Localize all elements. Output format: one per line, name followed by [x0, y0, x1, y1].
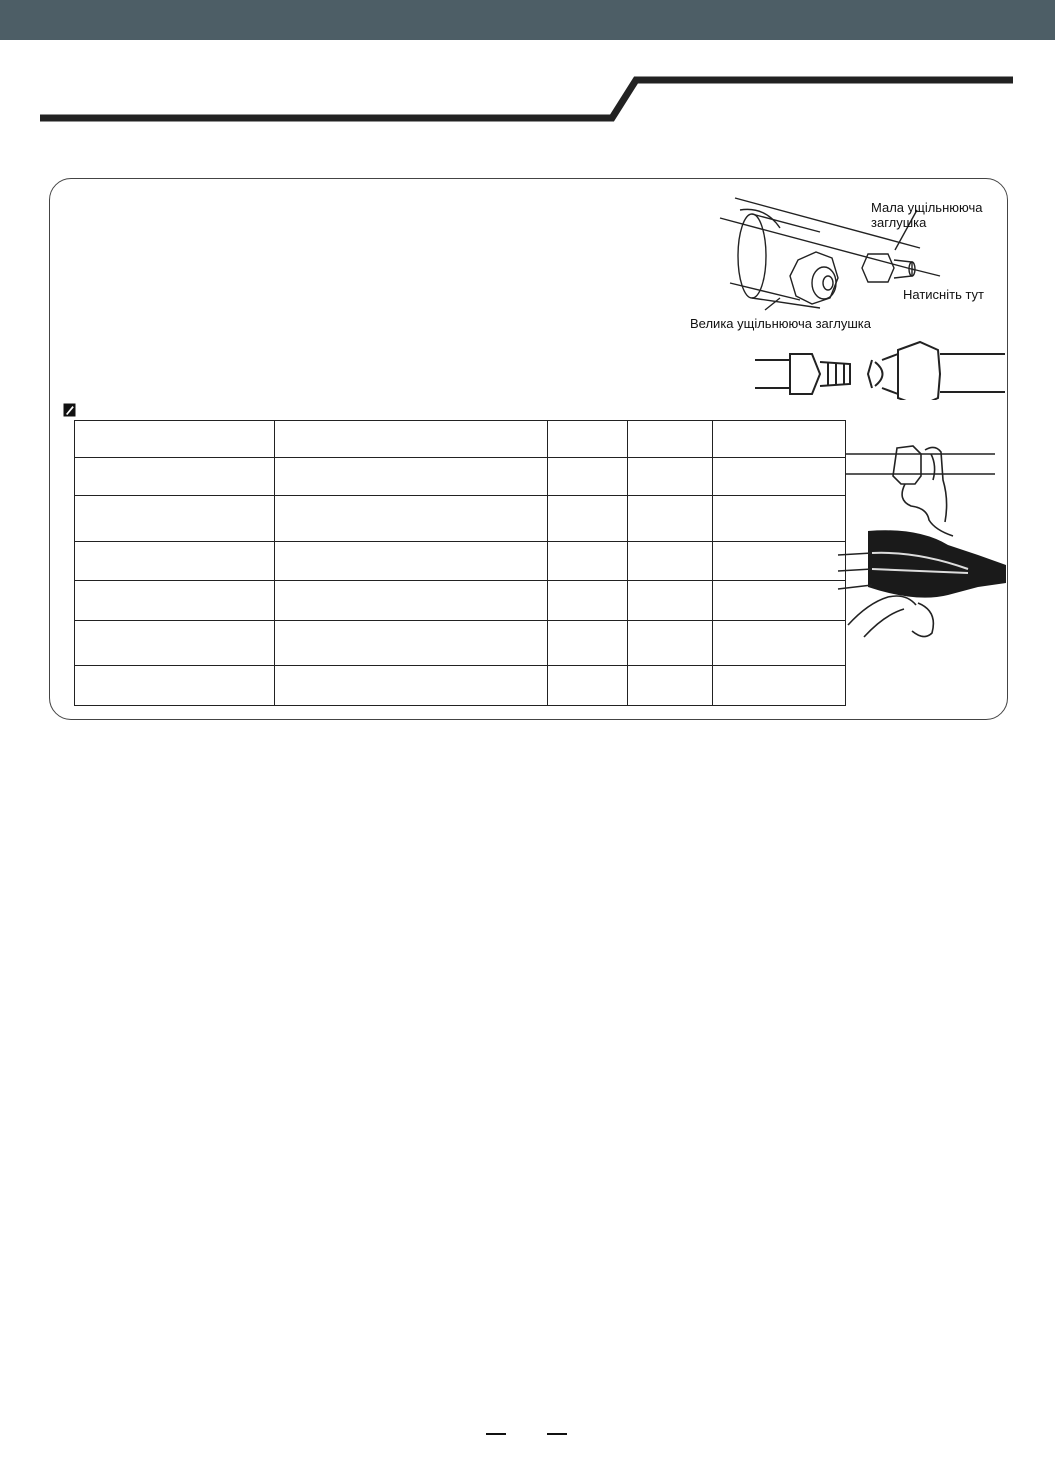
footer-mark-left [486, 1433, 506, 1435]
large-plug-label: Велика ущільнююча заглушка [690, 316, 871, 331]
table-cell [275, 458, 548, 496]
table-cell [548, 458, 628, 496]
table-cell [628, 581, 713, 621]
table-cell [75, 581, 275, 621]
table-cell [275, 666, 548, 706]
spec-table [74, 420, 846, 706]
table-row [75, 458, 846, 496]
table-cell [713, 421, 846, 458]
table-cell [628, 621, 713, 666]
table-cell [628, 421, 713, 458]
table-row [75, 666, 846, 706]
table-cell [75, 421, 275, 458]
table-row [75, 621, 846, 666]
table-cell [548, 581, 628, 621]
table-cell [275, 421, 548, 458]
table-cell [275, 581, 548, 621]
table-cell [713, 581, 846, 621]
table-cell [75, 621, 275, 666]
pipe-insulation-illustration [828, 525, 1008, 647]
table-cell [713, 542, 846, 581]
table-row [75, 496, 846, 542]
table-cell [275, 496, 548, 542]
small-plug-label: Мала ущільнююча заглушка [871, 200, 983, 230]
table-cell [713, 496, 846, 542]
table-row [75, 421, 846, 458]
press-here-label: Натисніть тут [903, 287, 985, 302]
table-cell [628, 458, 713, 496]
table-cell [75, 496, 275, 542]
table-cell [713, 458, 846, 496]
table-cell [713, 621, 846, 666]
pencil-note-icon [63, 403, 76, 417]
table-cell [275, 621, 548, 666]
table-cell [628, 542, 713, 581]
table-cell [75, 458, 275, 496]
table-cell [548, 621, 628, 666]
table-cell [628, 666, 713, 706]
table-row [75, 581, 846, 621]
footer-mark-right [547, 1433, 567, 1435]
table-cell [75, 542, 275, 581]
table-cell [548, 666, 628, 706]
table-cell [75, 666, 275, 706]
table-cell [713, 666, 846, 706]
top-header-bar [0, 0, 1055, 40]
table-row [75, 542, 846, 581]
table-cell [628, 496, 713, 542]
table-cell [548, 496, 628, 542]
section-title-rule [0, 70, 1055, 130]
table-cell [548, 542, 628, 581]
table-cell [548, 421, 628, 458]
table-cell [275, 542, 548, 581]
flare-nut-connection-illustration [750, 340, 1010, 400]
